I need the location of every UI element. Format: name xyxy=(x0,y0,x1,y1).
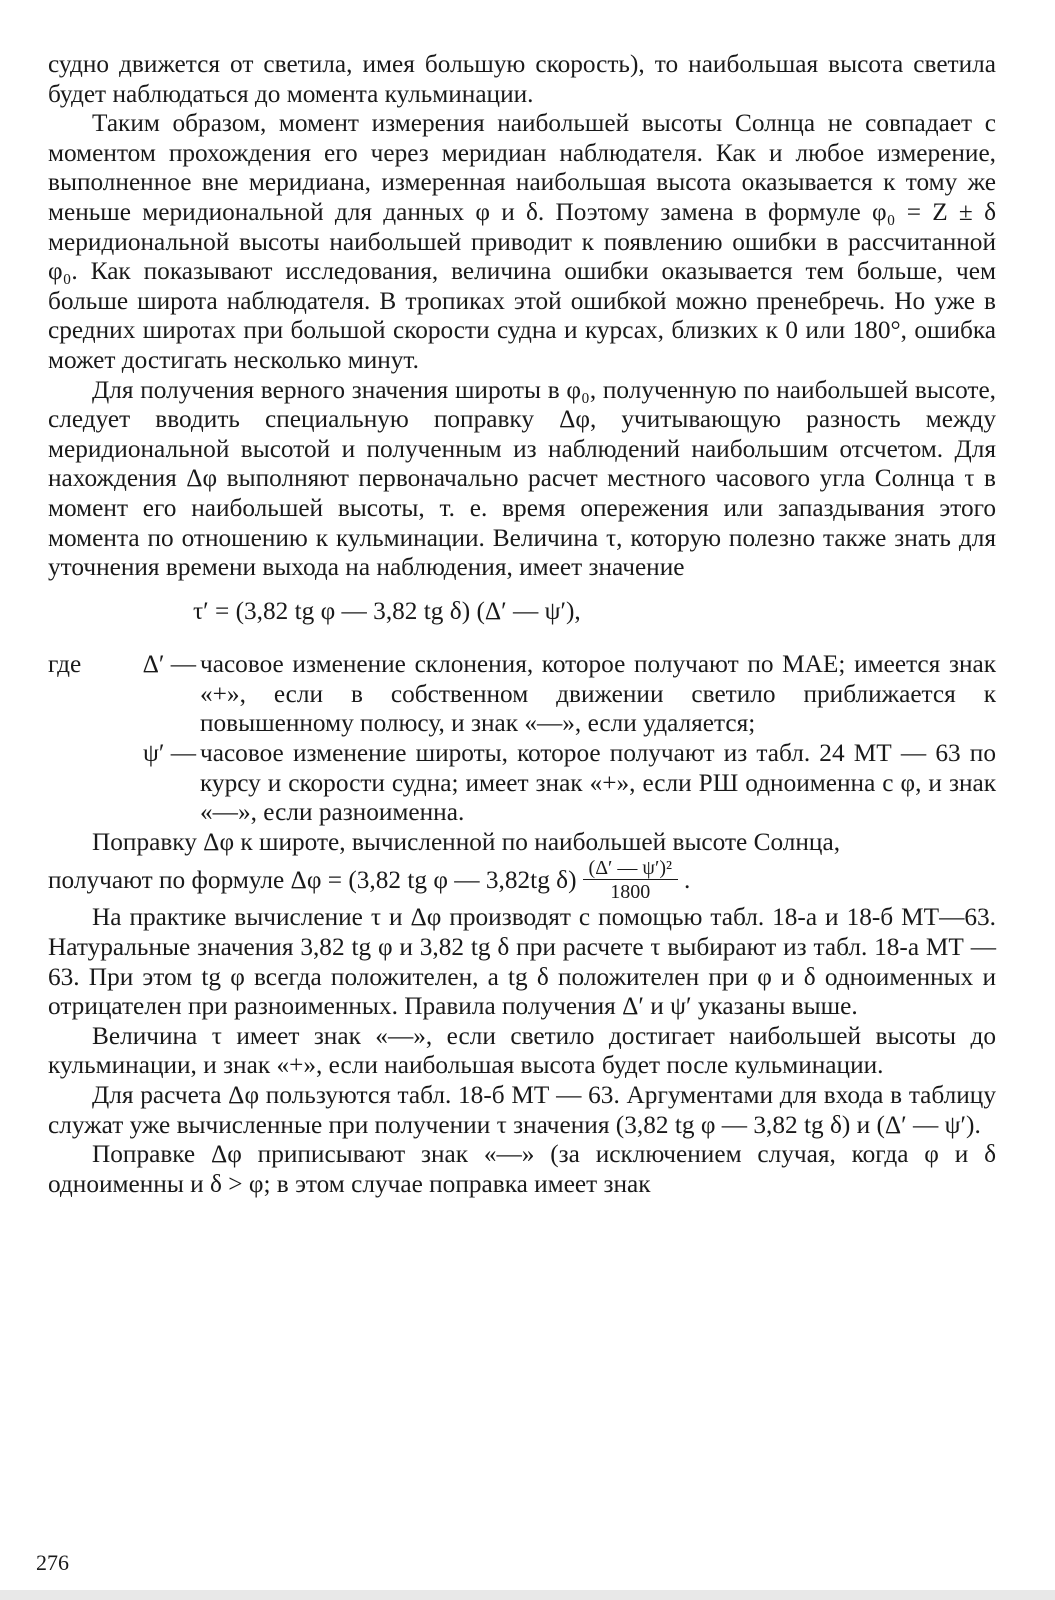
paragraph-5: На практике вычисление τ и Δφ производят с помощью табл. 18-а и 18-б МТ—63. Натуральные значения 3,82 tg φ и 3,82 tg δ при расчете τ выбирают из табл. 18-а МТ — 63. При этом tg φ всегда положителен, а tg δ положителен при φ и δ одноименных и отрицателен при разноименных. Правила получения Δ′ и ψ′ указаны выше. xyxy=(48,903,996,1021)
definition-psi-text: часовое изменение широты, которое получают из табл. 24 МТ — 63 по курсу и скорости судна; имеет знак «+», если РШ одноименна с φ, и знак «—», если разноименна. xyxy=(200,739,996,827)
delta-phi-formula-prefix: получают по формуле Δφ = (3,82 tg φ — 3,82tg δ) xyxy=(48,865,577,894)
definition-psi xyxy=(48,739,996,828)
definition-delta-symbol: Δ′ — xyxy=(142,650,196,679)
paragraph-3: Для получения верного значения широты в φ₀, полученную по наибольшей высоте, следует вводить специальную поправку Δφ, учитывающую разность между меридиональной высотой и полученным из наблюдений наибольшим отсчетом. Для нахождения Δφ выполняют первоначально расчет местного часового угла Солнца τ в момент его наибольшей высоты, т. е. время опережения или запаздывания этого момента по отношению к кульминации. Величина τ, которую полезно также знать для уточнения времени выхода на наблюдения, имеет значение xyxy=(48,375,996,582)
delta-phi-fraction xyxy=(583,857,678,903)
page-body xyxy=(48,50,996,1199)
definition-list xyxy=(48,650,996,828)
delta-phi-formula xyxy=(48,857,996,903)
paragraph-6: Величина τ имеет знак «—», если светило достигает наибольшей высоты до кульминации, и знак «+», если наибольшая высота будет после кульминации. xyxy=(48,1021,996,1080)
paragraph-2: Таким образом, момент измерения наибольшей высоты Солнца не совпадает с моментом прохождения его через меридиан наблюдателя. Как и любое измерение, выполненное вне меридиана, измеренная наибольшая высота оказывается к тому же меньше меридиональной для данных φ и δ. Поэтому замена в формуле φ₀ = Z ± δ меридиональной высоты наибольшей приводит к появлению ошибки в рассчитанной φ₀. Как показывают исследования, величина ошибки оказывается тем больше, чем больше широта наблюдателя. В тропиках этой ошибкой можно пренебречь. Но уже в средних широтах при большой скорости судна и курсах, близких к 0 или 180°, ошибка может достигать несколько минут. xyxy=(48,109,996,374)
scan-bottom-edge xyxy=(0,1590,1055,1600)
paragraph-7: Для расчета Δφ пользуются табл. 18-б МТ — 63. Аргументами для входа в таблицу служат уже вычисленные при получении τ значения (3,82 tg φ — 3,82 tg δ) и (Δ′ — ψ′). xyxy=(48,1081,996,1139)
formula-period: . xyxy=(683,865,691,894)
paragraph-1: судно движется от светила, имея большую скорость), то наибольшая высота светила будет наблюдаться до момента кульминации. xyxy=(48,50,996,108)
tau-formula: τ′ = (3,82 tg φ — 3,82 tg δ) (Δ′ — ψ′), xyxy=(193,596,581,625)
paragraph-8: Поправке Δφ приписывают знак «—» (за исключением случая, когда φ и δ одноименны и δ > φ; в этом случае поправка имеет знак xyxy=(48,1140,996,1198)
definition-delta-text: часовое изменение склонения, которое получают по МАЕ; имеется знак «+», если в собственном движении светило приближается к повышенному полюсу, и знак «—», если удаляется; xyxy=(200,650,996,738)
paragraph-4: Поправку Δφ к широте, вычисленной по наибольшей высоте Солнца, xyxy=(92,827,841,856)
definition-where-label: где xyxy=(48,650,82,679)
fraction-numerator: (Δ′ — ψ′)² xyxy=(583,857,678,880)
definition-delta xyxy=(48,650,996,739)
definition-psi-symbol: ψ′ — xyxy=(143,739,196,768)
page-number: 276 xyxy=(36,1550,69,1575)
fraction-denominator: 1800 xyxy=(610,881,651,904)
